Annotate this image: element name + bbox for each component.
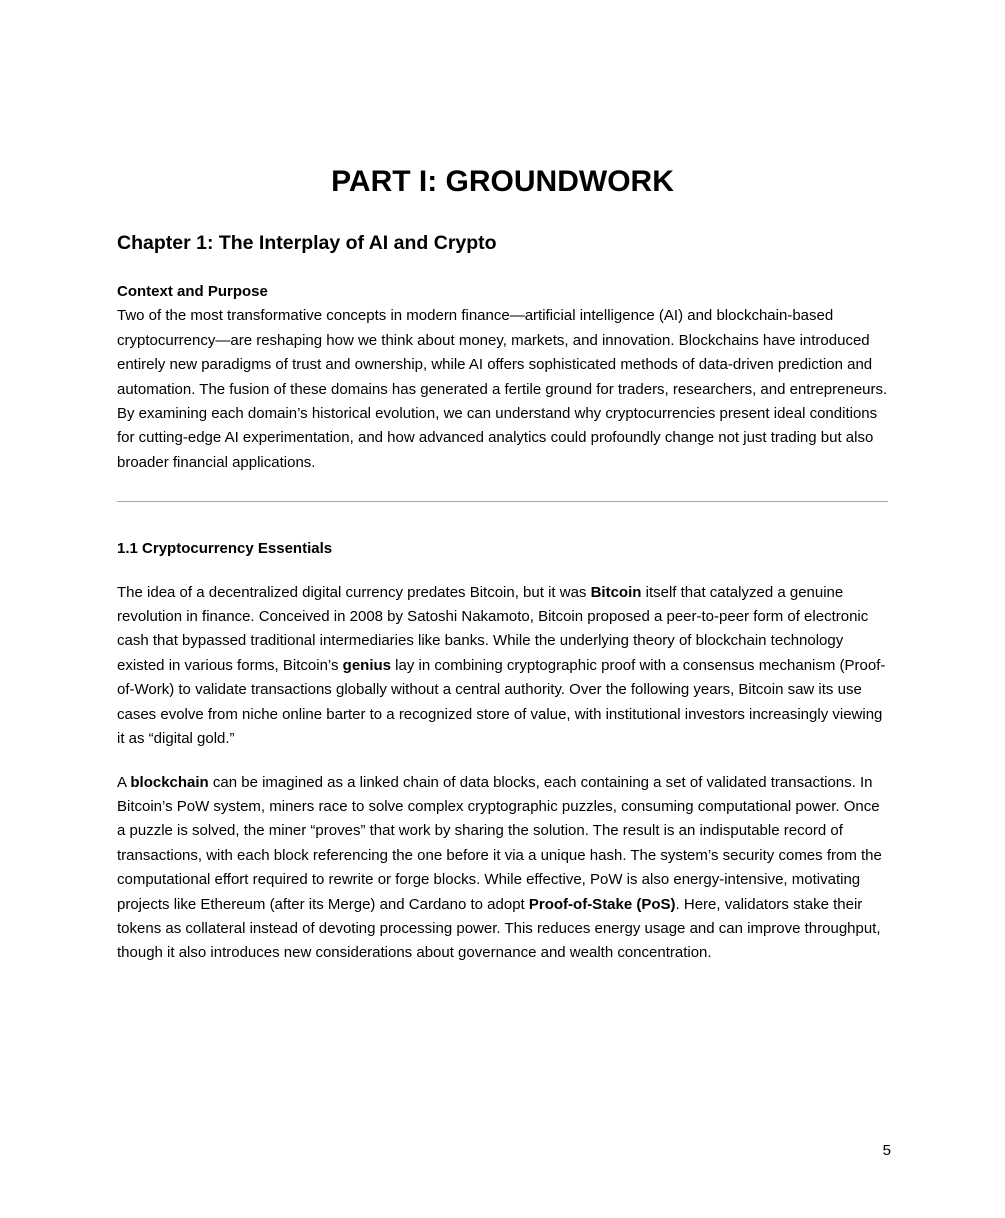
chapter-title: Chapter 1: The Interplay of AI and Crypto [117, 232, 497, 254]
section-1-1-heading: 1.1 Cryptocurrency Essentials [117, 540, 333, 558]
section-1-1-paragraph-1: The idea of a decentralized digital currency predates Bitcoin, but it was Bitcoin itself that catalyzed a genuine revolution in finance. Conceived in 2008 by Satoshi Nakamoto, Bitcoin proposed a peer-to-peer form of electronic cash that bypassed traditional intermediaries like banks. While the underlying theory of blockchain technology existed in various forms, Bitcoin’s genius lay in combining cryptographic proof with a consensus mechanism (Proof-of-Work) to validate transactions globally without a central authority. Over the following years, Bitcoin saw its use cases evolve from niche online barter to a recognized store of value, with institutional investors increasingly viewing it as “digital gold.” [117, 583, 886, 748]
page-number: 5 [882, 1142, 891, 1159]
section-1-1-paragraph-2: A blockchain can be imagined as a linked chain of data blocks, each containing a set of validated transactions. In Bitcoin’s PoW system, miners race to solve complex cryptographic puzzles, consuming computational power. Once a puzzle is solved, the miner “proves” that work by sharing the solution. The result is an indisputable record of transactions, with each block referencing the one before it via a unique hash. The system’s security comes from the computational effort required to rewrite or forge blocks. While effective, PoW is also energy-intensive, motivating projects like Ethereum (after its Merge) and Cardano to adopt Proof-of-Stake (PoS). Here, validators stake their tokens as collateral instead of devoting processing power. This reduces energy usage and can improve throughput, though it also introduces new considerations about governance and wealth concentration. [117, 773, 882, 962]
page-content [0, 163, 1005, 966]
section-divider [117, 501, 888, 502]
context-and-purpose-heading: Context and Purpose [117, 283, 268, 300]
part-title: PART I: GROUNDWORK [331, 165, 674, 198]
context-paragraph: Two of the most transformative concepts in modern finance—artificial intelligence (AI) and blockchain-based cryptocurrency—are reshaping how we think about money, markets, and innovation. Blockchains have introduced entirely new paradigms of trust and ownership, while AI offers sophisticated methods of data-driven prediction and automation. The fusion of these domains has generated a fertile ground for traders, researchers, and entrepreneurs. By examining each domain’s historical evolution, we can understand why cryptocurrencies present ideal conditions for cutting-edge AI experimentation, and how advanced analytics could profoundly change not just trading but also broader financial applications. [117, 307, 888, 471]
